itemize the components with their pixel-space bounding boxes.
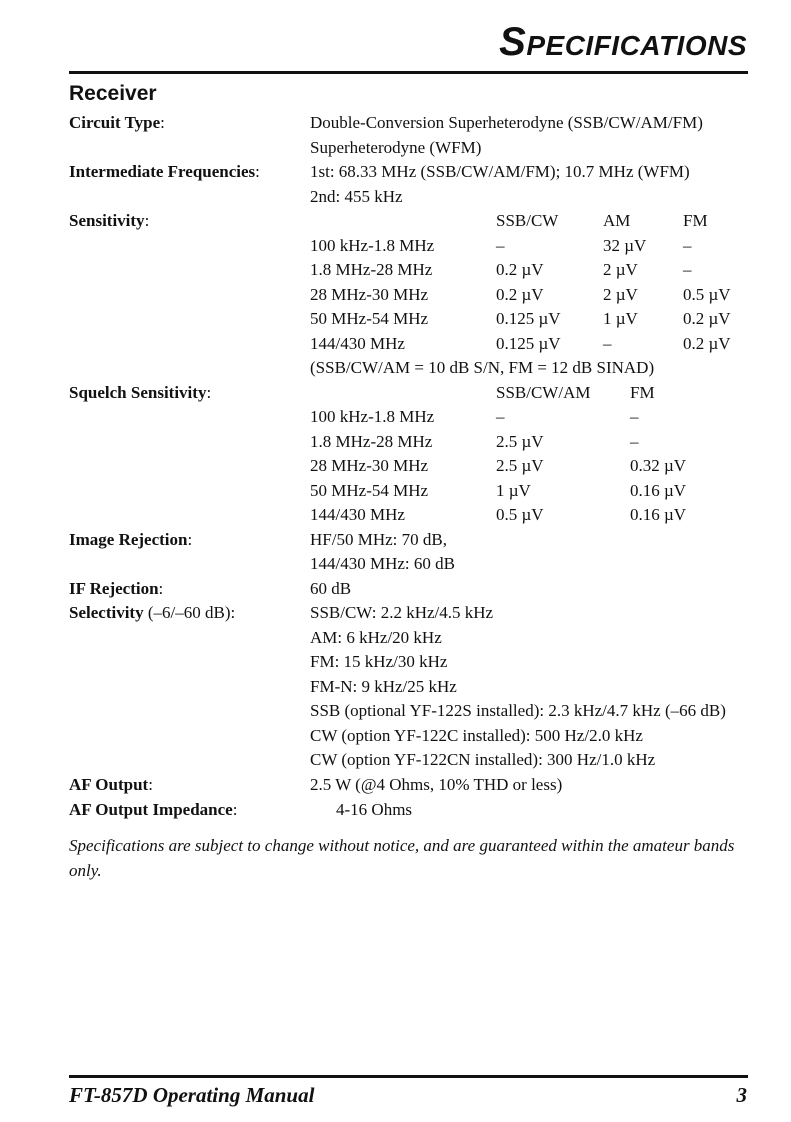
sensitivity-row-ssbcw: – xyxy=(496,236,505,255)
sensitivity-header-fm: FM xyxy=(683,211,708,230)
squelch-row-ssbcwam: 2.5 µV xyxy=(496,456,544,475)
selectivity-value: FM: 15 kHz/30 kHz xyxy=(310,652,448,671)
sensitivity-note: (SSB/CW/AM = 10 dB S/N, FM = 12 dB SINAD) xyxy=(310,358,655,377)
sensitivity-row-am: – xyxy=(603,334,612,353)
if-rejection-value: 60 dB xyxy=(310,579,352,598)
squelch-row-fm: 0.16 µV xyxy=(630,481,687,500)
squelch-row-ssbcwam: – xyxy=(496,407,505,426)
sensitivity-row-ssbcw: 0.125 µV xyxy=(496,334,561,353)
squelch-row-fm: – xyxy=(630,407,639,426)
selectivity-value: SSB/CW: 2.2 kHz/4.5 kHz xyxy=(310,603,494,622)
if-rejection-label: IF Rejection: xyxy=(69,579,164,598)
intermediate-frequencies-value-1: 1st: 68.33 MHz (SSB/CW/AM/FM); 10.7 MHz (WFM) xyxy=(310,162,690,181)
sensitivity-row-fm: 0.5 µV xyxy=(683,285,731,304)
sensitivity-row-band: 100 kHz-1.8 MHz xyxy=(310,236,435,255)
sensitivity-row-fm: 0.2 µV xyxy=(683,309,731,328)
sensitivity-row-ssbcw: 0.2 µV xyxy=(496,285,544,304)
squelch-row-fm: 0.16 µV xyxy=(630,505,687,524)
sensitivity-row-band: 144/430 MHz xyxy=(310,334,405,353)
squelch-sensitivity-label: Squelch Sensitivity: xyxy=(69,383,212,402)
squelch-row-band: 144/430 MHz xyxy=(310,505,405,524)
squelch-header-fm: FM xyxy=(630,383,655,402)
af-output-impedance-label: AF Output Impedance: xyxy=(69,800,238,819)
sensitivity-row-am: 2 µV xyxy=(603,285,638,304)
page-title: SPECIFICATIONS xyxy=(499,20,747,64)
sensitivity-row-ssbcw: 0.2 µV xyxy=(496,260,544,279)
intermediate-frequencies-value-2: 2nd: 455 kHz xyxy=(310,187,403,206)
squelch-row-band: 100 kHz-1.8 MHz xyxy=(310,407,435,426)
section-title: Receiver xyxy=(69,82,157,105)
sensitivity-row-am: 32 µV xyxy=(603,236,647,255)
af-output-value: 2.5 W (@4 Ohms, 10% THD or less) xyxy=(310,775,563,794)
sensitivity-row-band: 1.8 MHz-28 MHz xyxy=(310,260,433,279)
sensitivity-label: Sensitivity: xyxy=(69,211,150,230)
selectivity-value: CW (option YF-122C installed): 500 Hz/2.0 kHz xyxy=(310,726,643,745)
page-number: 3 xyxy=(736,1083,747,1107)
sensitivity-row-am: 1 µV xyxy=(603,309,638,328)
selectivity-value: AM: 6 kHz/20 kHz xyxy=(310,628,442,647)
squelch-row-ssbcwam: 2.5 µV xyxy=(496,432,544,451)
sensitivity-row-band: 28 MHz-30 MHz xyxy=(310,285,429,304)
squelch-row-band: 50 MHz-54 MHz xyxy=(310,481,429,500)
image-rejection-value-2: 144/430 MHz: 60 dB xyxy=(310,554,455,573)
sensitivity-row-ssbcw: 0.125 µV xyxy=(496,309,561,328)
circuit-type-value-1: Double-Conversion Superheterodyne (SSB/CW/AM/FM) xyxy=(310,113,703,132)
sensitivity-row-fm: – xyxy=(683,236,692,255)
image-rejection-label: Image Rejection: xyxy=(69,530,193,549)
af-output-label: AF Output: xyxy=(69,775,153,794)
squelch-row-band: 1.8 MHz-28 MHz xyxy=(310,432,433,451)
circuit-type-value-2: Superheterodyne (WFM) xyxy=(310,138,482,157)
sensitivity-row-band: 50 MHz-54 MHz xyxy=(310,309,429,328)
sensitivity-header-ssbcw: SSB/CW xyxy=(496,211,559,230)
selectivity-value: SSB (optional YF-122S installed): 2.3 kHz/4.7 kHz (–66 dB) xyxy=(310,701,726,720)
squelch-row-ssbcwam: 1 µV xyxy=(496,481,531,500)
squelch-header-ssbcwam: SSB/CW/AM xyxy=(496,383,591,402)
circuit-type-label: Circuit Type: xyxy=(69,113,165,132)
squelch-row-fm: – xyxy=(630,432,639,451)
squelch-row-ssbcwam: 0.5 µV xyxy=(496,505,544,524)
selectivity-value: CW (option YF-122CN installed): 300 Hz/1.0 kHz xyxy=(310,750,656,769)
squelch-row-band: 28 MHz-30 MHz xyxy=(310,456,429,475)
selectivity-value: FM-N: 9 kHz/25 kHz xyxy=(310,677,457,696)
image-rejection-value-1: HF/50 MHz: 70 dB, xyxy=(310,530,447,549)
header-rule xyxy=(69,71,748,74)
sensitivity-header-am: AM xyxy=(603,211,631,230)
af-output-impedance-value: 4-16 Ohms xyxy=(336,800,413,819)
footer-rule xyxy=(69,1075,748,1078)
squelch-row-fm: 0.32 µV xyxy=(630,456,687,475)
manual-title: FT-857D Operating Manual xyxy=(69,1083,315,1107)
sensitivity-row-fm: – xyxy=(683,260,692,279)
disclaimer-note: Specifications are subject to change without notice, and are guaranteed within the amateur bands only. xyxy=(69,836,735,880)
sensitivity-row-fm: 0.2 µV xyxy=(683,334,731,353)
intermediate-frequencies-label: Intermediate Frequencies: xyxy=(69,162,260,181)
selectivity-label: Selectivity (–6/–60 dB): xyxy=(69,603,236,622)
sensitivity-row-am: 2 µV xyxy=(603,260,638,279)
